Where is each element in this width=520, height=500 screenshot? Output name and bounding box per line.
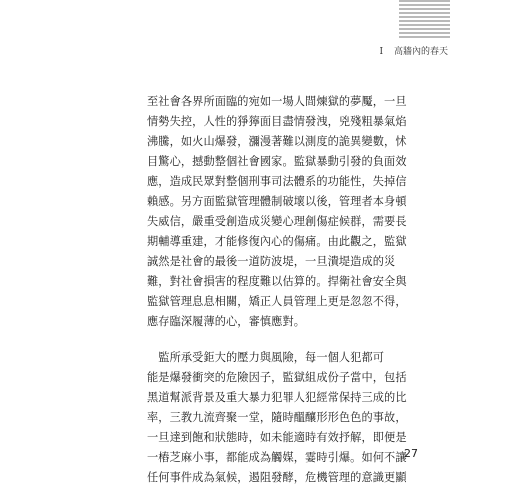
text-line: 任何事件成為氣候，遏阻發酵，危機管理的意識更顯 [147, 471, 407, 484]
text-line: 能是爆發衝突的危險因子，監獄組成份子當中，包括 [147, 371, 407, 384]
header-stripe-decoration [399, 0, 450, 39]
text-line: 黑道幫派背景及重大暴力犯罪人犯經常保持三成的比 [147, 391, 407, 404]
text-line: 率，三教九流齊聚一堂，隨時醞釀形形色色的事故， [147, 411, 407, 424]
text-line: 應存臨深履薄的心，審慎應對。 [147, 315, 306, 328]
chapter-number: I [379, 47, 384, 57]
text-line: 監獄管理息息相關，矯正人員管理上更是忽忽不得， [147, 295, 407, 308]
text-line: 期輔導重建，才能修復內心的傷痛。由此觀之，監獄 [147, 235, 407, 248]
text-line: 監所承受鉅大的壓力與風險，每一個人犯都可 [147, 351, 385, 364]
chapter-title: 高牆內的春天 [393, 47, 448, 57]
body-text [147, 92, 407, 488]
text-line: 難，對社會損害的程度難以估算的。捍衛社會安全與 [147, 275, 407, 288]
text-line: 目驚心，撼動整個社會國家。監獄暴動引發的負面效 [147, 155, 407, 168]
text-line: 沸騰，如火山爆發，瀰漫著難以測度的詭異變數，怵 [147, 135, 407, 148]
text-line: 至社會各界所面臨的宛如一場人間煉獄的夢魘，一旦 [147, 95, 407, 108]
running-header [380, 44, 448, 57]
text-line: 誠然是社會的最後一道防波堤，一旦潰堤造成的災 [147, 255, 396, 268]
text-line: 賴感。另方面監獄管理體制破壞以後，管理者本身頓 [147, 195, 407, 208]
text-line: 一旦達到飽和狀態時，如未能適時有效抒解，即便是 [147, 431, 407, 444]
paragraph-1 [147, 92, 407, 332]
text-line: 情勢失控，人性的猙獰面目盡情發洩，兇殘粗暴氣焰 [147, 115, 407, 128]
page-number: 27 [404, 447, 418, 460]
paragraph-2 [147, 348, 407, 488]
text-line: 應，造成民眾對整個刑事司法體系的功能性，失掉信 [147, 175, 407, 188]
text-line: 一樁芝麻小事，都能成為觸媒，霎時引爆。如何不讓 [147, 451, 407, 464]
text-line: 失威信，嚴重受創造成災變心理創傷症候群，需要長 [147, 215, 407, 228]
